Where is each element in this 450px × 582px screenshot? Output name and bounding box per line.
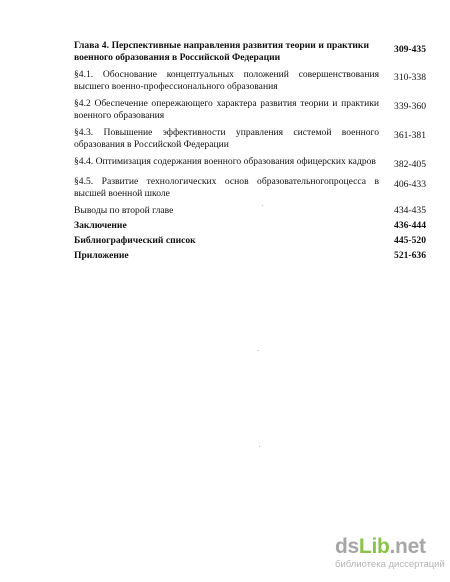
toc-entry-conclusions	[74, 205, 426, 217]
toc-entry-section-4-3	[74, 127, 426, 151]
toc-entry-pages: 436-444	[394, 220, 426, 231]
watermark	[335, 536, 447, 571]
toc-entry-bibliography	[74, 235, 426, 247]
toc-entry-pages: 406-433	[394, 179, 426, 190]
toc-entry-pages: 521-636	[394, 250, 426, 261]
toc-entry-pages: 445-520	[394, 235, 426, 246]
toc-entry-conclusion	[74, 220, 426, 232]
toc-entry-title: §4.4. Оптимизация содержания военного образования офицерских кадров	[74, 156, 376, 167]
toc-entry-pages: 310-338	[394, 72, 426, 83]
watermark-logo: dsLib.net	[335, 535, 426, 558]
toc-entry-pages: 361-381	[394, 130, 426, 141]
toc-entry-title: §4.3. Повышение эффективности управления системой военного образования в Российской Федерации	[74, 127, 379, 150]
toc-entry-section-4-2	[74, 98, 426, 122]
toc-entry-title: Выводы по второй главе	[74, 205, 174, 216]
toc-entry-title: Приложение	[74, 250, 129, 261]
watermark-caption: библиотека диссертаций	[335, 559, 445, 570]
scan-speck	[258, 350, 259, 351]
toc-entry-title: Библиографический список	[74, 235, 196, 246]
toc-entry-appendix	[74, 250, 426, 262]
toc-entry-section-4-4	[74, 156, 426, 171]
toc-entry-section-4-1	[74, 69, 426, 93]
toc-entry-pages: 434-435	[394, 205, 426, 216]
toc-entry-section-4-5	[74, 176, 426, 200]
toc-entry-title: Глава 4. Перспективные направления развития теории и практики военного образования в Российской Федерации	[74, 40, 369, 63]
toc-entry-pages: 382-405	[394, 159, 426, 170]
toc-entry-title: Заключение	[74, 220, 127, 231]
toc-entry-title: §4.1. Обоснование концептуальных положений совершенствования высшего военно-профессионального образования	[74, 69, 379, 92]
toc-entry-pages: 309-435	[394, 44, 426, 55]
table-of-contents	[74, 40, 426, 265]
toc-entry-title: §4.5. Развитие технологических основ образовательногопроцесса в высшей военной школе	[74, 176, 379, 199]
scan-speck	[259, 446, 260, 447]
toc-entry-chapter-4	[74, 40, 426, 64]
toc-entry-title: §4.2 Обеспечение опережающего характера развития теории и практики военного образования	[74, 98, 379, 121]
toc-entry-pages: 339-360	[394, 101, 426, 112]
scan-speck	[262, 205, 263, 206]
